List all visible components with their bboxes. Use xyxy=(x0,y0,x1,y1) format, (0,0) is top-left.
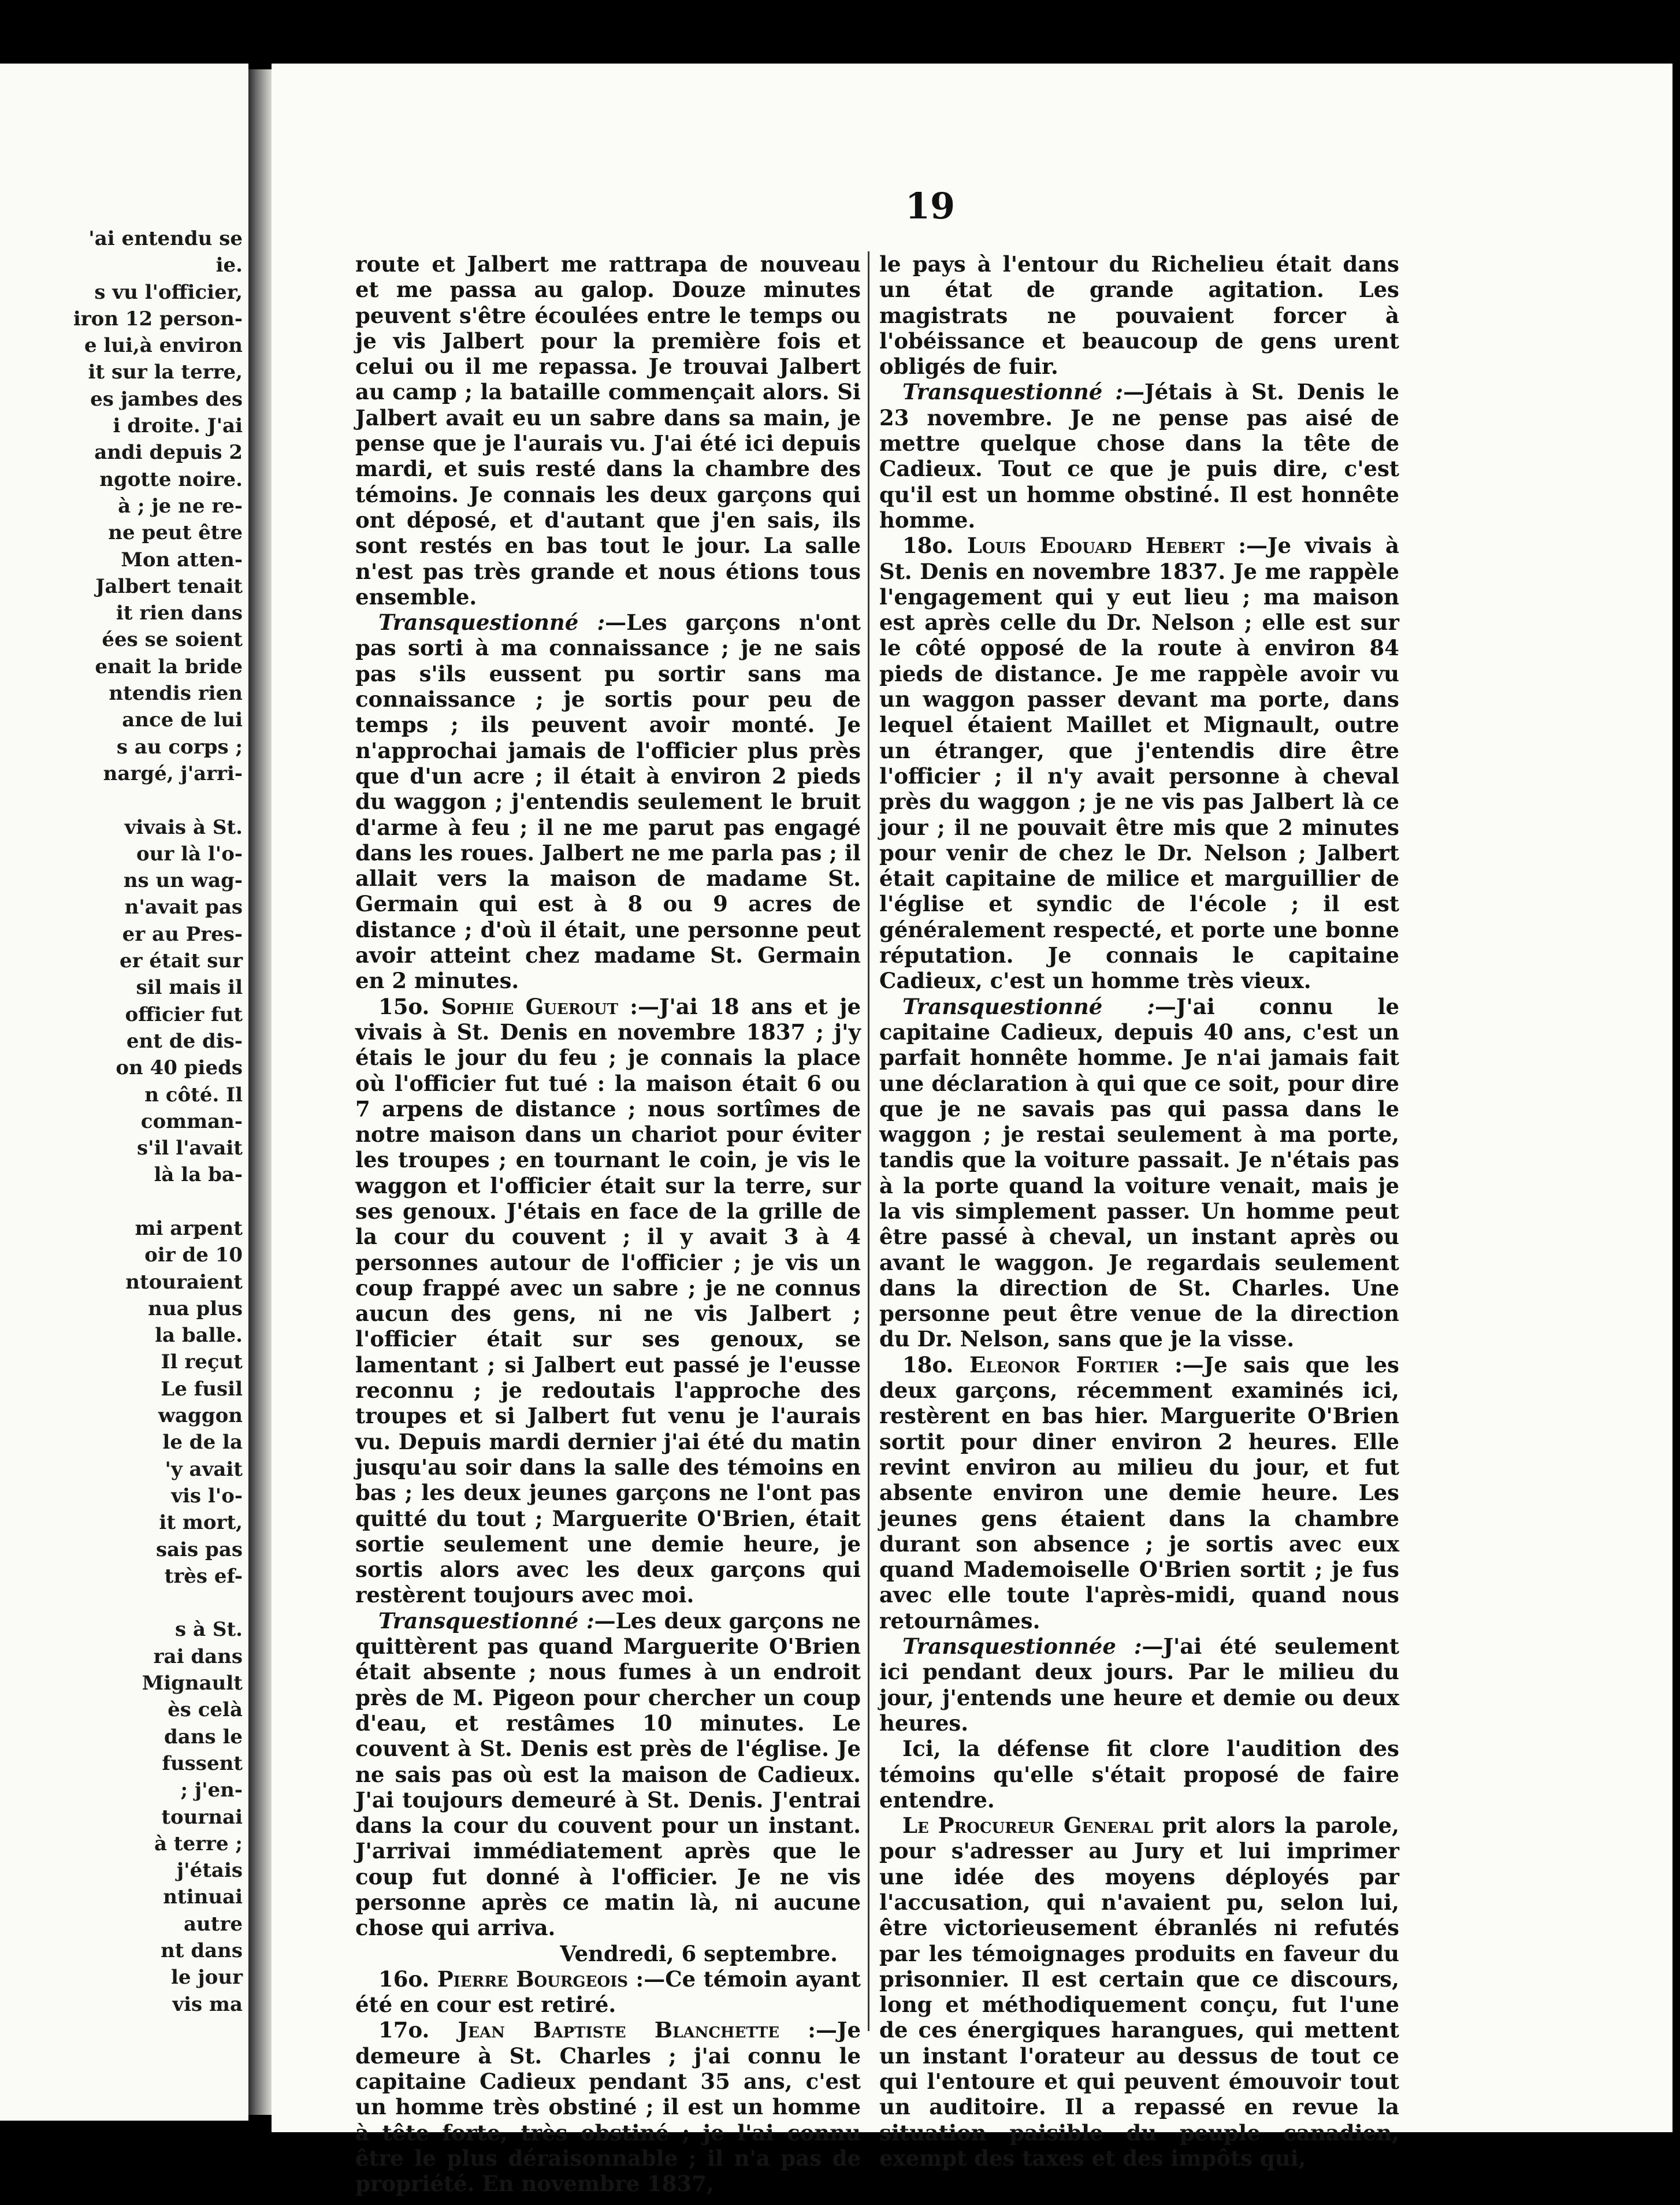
fragment-line: Jalbert tenait xyxy=(95,574,243,598)
fragment-line: sil mais il xyxy=(136,976,243,1000)
fragment-line: ance de lui xyxy=(122,708,243,732)
paragraph: le pays à l'entour du Richelieu était dans un état de grande agitation. Les magistrats ne pouvaient forcer à l'obéissance et beaucoup de gens urent obligés de fuir. xyxy=(879,251,1399,380)
paragraph: route et Jalbert me rattrapa de nouveau et me passa au galop. Douze minutes peuvent s'être écoulées entre le temps ou je vis Jalbert pour la première fois et celui ou il me repassa. Je trouvai Jalbert au camp ; la bataille commençait alors. Si Jalbert avait eu un sabre dans sa main, je pense que je l'aurais vu. J'ai été ici depuis mardi, et suis resté dans la chambre des témoins. Je connais les deux garçons qui ont déposé, et d'autant que j'en sais, ils sont restés en bas tout le jour. La salle n'est pas très grande et nous étions tous ensemble. xyxy=(355,251,861,610)
paragraph-text: :—Je vivais à St. Denis en novembre 1837. Je me rappèle l'engagement qui y eut lieu ; ma maison est après celle du Dr. Nelson ; elle est sur le côté opposé de la route à environ 84 pieds de distance. Je me rappèle avoir vu un waggon passer devant ma porte, dans lequel étaient Maillet et Mignault, outre un étranger, que j'entendis dire être l'officier ; il n'y avait personne à cheval près du waggon ; je ne vis pas Jalbert là ce jour ; il ne pouvait être mis que 2 minutes pour venir de chez le Dr. Nelson ; Jalbert était capitaine de milice et marguillier de l'église et syndic de l'école ; il est généralement respecté, et porte une bonne réputation. Je connais le capitaine Cadieux, c'est un homme très vieux. xyxy=(879,533,1399,994)
fragment-line: ntendis rien xyxy=(109,682,243,706)
fragment-line: Le fusil xyxy=(161,1377,243,1401)
fragment-line xyxy=(0,1189,243,1215)
witness-name: Jean Baptiste Blanchette xyxy=(458,2017,780,2043)
fragment-line: enait la bride xyxy=(95,655,243,678)
fragment-line: à ; je ne re- xyxy=(118,494,243,518)
witness-name: Louis Edouard Hebert xyxy=(967,533,1225,559)
fragment-line: nargé, j'arri- xyxy=(103,762,243,785)
fragment-line: ntouraient xyxy=(125,1270,243,1294)
witness-number: 18o. xyxy=(902,533,954,559)
fragment-line: ngotte noire. xyxy=(99,467,243,491)
fragment-line: Mignault xyxy=(142,1672,243,1695)
fragment-line: comman- xyxy=(140,1109,243,1133)
fragment-line: it mort, xyxy=(159,1511,243,1535)
cross-examination-label: Transquestionnée : xyxy=(902,1634,1142,1660)
fragment-line: n'avait pas xyxy=(124,896,243,919)
text-column-left xyxy=(355,251,861,2197)
paragraph xyxy=(879,994,1399,1352)
fragment-line: tournai xyxy=(161,1805,243,1829)
fragment-line: dans le xyxy=(163,1725,243,1749)
paragraph: Ici, la défense fit clore l'audition des témoins qu'elle s'était proposé de faire entendre. xyxy=(879,1736,1399,1813)
paragraph xyxy=(879,1634,1399,1736)
fragment-line: Il reçut xyxy=(161,1350,243,1374)
fragment-line: e lui,à environ xyxy=(84,334,243,358)
fragment-line: our là l'o- xyxy=(136,842,243,866)
fragment-line: er était sur xyxy=(120,949,243,973)
fragment-line: s au corps ; xyxy=(116,735,243,759)
witness-name: Eleonor Fortier xyxy=(969,1352,1159,1378)
fragment-line: er au Pres- xyxy=(122,922,243,946)
fragment-line: n côté. Il xyxy=(144,1083,243,1107)
fragment-line: s'il l'avait xyxy=(137,1137,243,1160)
fragment-line: sais pas xyxy=(155,1538,243,1561)
paragraph-text: prit alors la parole, pour s'adresser au Jury et lui imprimer une idée des moyens déployés par l'accusation, qui n'avaient pu, selon lui, être victorieusement ébranlés ni refutés par les témoignages produits en faveur du prisonnier. Il est certain que ce discours, long et méthodiquement conçu, fut l'une de ces énergiques harangues, qui mettent un instant l'orateur au dessus de tout ce qui l'entoure et qui peuvent émouvoir tout un auditoire. Il a repassé en revue la situation paisible du peuple canadien, exempt des taxes et des impôts qui, xyxy=(879,1813,1399,2171)
paragraph-text: —J'ai été seulement ici pendant deux jours. Par le milieu du jour, j'entends une heure et demie ou deux heures. xyxy=(879,1634,1399,1736)
fragment-line: iron 12 person- xyxy=(73,307,243,331)
paragraph xyxy=(879,533,1399,993)
fragment-line: ès celà xyxy=(168,1698,243,1722)
paragraph xyxy=(355,1608,861,1941)
fragment-line: s à St. xyxy=(175,1618,243,1642)
fragment-line: nua plus xyxy=(148,1297,243,1320)
fragment-line: oir de 10 xyxy=(144,1243,243,1267)
book-gutter xyxy=(248,69,272,2115)
fragment-line: 'y avait xyxy=(165,1457,243,1481)
cross-examination-label: Transquestionné : xyxy=(378,610,605,636)
fragment-line: it sur la terre, xyxy=(88,361,243,384)
fragment-line: ées se soient xyxy=(102,628,243,652)
witness-name: Sophie Guerout xyxy=(441,993,618,1019)
fragment-line: vis l'o- xyxy=(171,1484,243,1508)
fragment-line: la balle. xyxy=(155,1324,243,1348)
paragraph xyxy=(879,1352,1399,1634)
fragment-line: Mon atten- xyxy=(121,548,243,571)
fragment-line: ntinuai xyxy=(163,1885,243,1909)
fragment-line: andi depuis 2 xyxy=(94,441,243,465)
fragment-line: fussent xyxy=(162,1751,243,1775)
fragment-line: s vu l'officier, xyxy=(94,280,243,304)
fragment-line: ie. xyxy=(215,254,243,277)
fragment-line: on 40 pieds xyxy=(116,1056,243,1080)
paragraph-text: :—J'ai 18 ans et je vivais à St. Denis en novembre 1837 ; j'y étais le jour du feu ; je connais la place où l'officier fut tué : la maison était 6 ou 7 arpens de distance ; nous sortîmes de notre maison dans un chariot pour éviter les troupes ; en tournant le coin, je vis le waggon et l'officier était sur la terre, sur ses genoux. J'étais en face de la grille de la cour du couvent ; il y avait 3 à 4 personnes autour de l'officier ; je vis un coup frappé avec un sabre ; je ne connus aucun des gens, ni ne vis Jalbert ; l'officier était sur ses genoux, se lamentant ; si Jalbert eut passé je l'eusse reconnu ; je redoutais l'approche des troupes et si Jalbert fut venu je l'aurais vu. Depuis mardi dernier j'ai été du matin jusqu'au soir dans la salle des témoins en bas ; les deux jeunes garçons ne l'ont pas quitté du tout ; Marguerite O'Brien, était sortie seulement une demie heure, je sortis alors avec les deux garçons qui restèrent toujours avec moi. xyxy=(355,993,861,1608)
text-column-right xyxy=(879,251,1399,2171)
paragraph-text: :—Je demeure à St. Charles ; j'ai connu le capitaine Cadieux pendant 35 ans, c'est un homme très obstiné ; il est un homme à tête forte, très obstiné ; je l'ai connu être le plus déraisonnable ; il n'a pas de propriété. En novembre 1837, xyxy=(355,2017,861,2197)
fragment-line: j'étais xyxy=(176,1859,243,1883)
paragraph xyxy=(879,1813,1399,2171)
fragment-line: es jambes des xyxy=(90,387,243,411)
fragment-line: i droite. J'ai xyxy=(113,414,243,438)
column-divider xyxy=(868,251,869,2031)
fragment-line: le de la xyxy=(162,1431,243,1454)
witness-name: Pierre Bourgeois xyxy=(437,1966,629,1992)
cross-examination-label: Transquestionné : xyxy=(902,379,1124,405)
fragment-line: ent de dis- xyxy=(126,1029,243,1053)
fragment-line: vis ma xyxy=(172,1992,243,2016)
fragment-line: très ef- xyxy=(164,1564,243,1588)
fragment-line: le jour xyxy=(171,1966,243,1989)
fragment-line: autre xyxy=(184,1912,243,1936)
cross-examination-label: Transquestionné : xyxy=(902,993,1155,1019)
fragment-line: ; j'en- xyxy=(180,1779,243,1802)
fragment-line xyxy=(0,1590,243,1616)
witness-number: 18o. xyxy=(902,1352,954,1378)
fragment-line: mi arpent xyxy=(135,1216,243,1240)
fragment-line: là la ba- xyxy=(154,1163,243,1187)
facing-page-text xyxy=(0,225,243,2018)
cross-examination-label: Transquestionné : xyxy=(378,1608,594,1634)
paragraph-text: —Les deux garçons ne quittèrent pas quand Marguerite O'Brien était absente ; nous fumes à un endroit près de M. Pigeon pour chercher un coup d'eau, et restâmes 10 minutes. Le couvent à St. Denis est près de l'église. Je ne sais pas où est la maison de Cadieux. J'ai toujours demeuré à St. Denis. J'entrai dans la cour du couvent pour un instant. J'arrivai immédiatement après que le coup fut donné à l'officier. Je ne vis personne après ce matin là, ni aucune chose qui arriva. xyxy=(355,1608,861,1941)
fragment-line: it rien dans xyxy=(116,602,243,625)
fragment-line: waggon xyxy=(158,1404,243,1428)
paragraph-text: :—Je sais que les deux garçons, récemment examinés ici, restèrent en bas hier. Marguerite O'Brien sortit pour diner environ 2 heures. Elle revint environ au milieu du jour, et fut absente environ une demie heure. Les jeunes gens étaient dans la chambre durant son absence ; je sortis avec eux quand Mademoiselle O'Brien sortit ; je fus avec elle toute l'après-midi, quand nous retournâmes. xyxy=(879,1352,1399,1634)
paragraph xyxy=(879,379,1399,533)
fragment-line: 'ai entendu se xyxy=(88,227,243,250)
fragment-line: à terre ; xyxy=(154,1832,243,1855)
page-number: 19 xyxy=(905,185,956,227)
paragraph xyxy=(355,610,861,993)
paragraph-text: —J'ai connu le capitaine Cadieux, depuis 40 ans, c'est un parfait honnête homme. Je n'ai jamais fait une déclaration à qui que ce soit, pour dire que je ne savais pas qui passa dans le waggon ; je restai seulement à ma porte, tandis que la voiture passait. Je n'étais pas à la porte quand la voiture venait, mais je la vis simplement passer. Un homme peut être passé à cheval, un instant après ou avant le waggon. Je regardais seulement dans la direction de St. Charles. Une personne peut être venue de la direction du Dr. Nelson, sans que je la visse. xyxy=(879,993,1400,1352)
fragment-line: ne peut être xyxy=(108,521,243,545)
date-line: Vendredi, 6 septembre. xyxy=(560,1940,838,1966)
witness-number: 15o. xyxy=(378,993,430,1019)
fragment-line: vivais à St. xyxy=(124,815,243,839)
document-page xyxy=(272,64,1672,2197)
paragraph xyxy=(355,2017,861,2196)
fragment-line: rai dans xyxy=(153,1645,243,1668)
paragraph-text: —Jétais à St. Denis le 23 novembre. Je ne pense pas aisé de mettre quelque chose dans la tête de Cadieux. Tout ce que je puis dire, c'est qu'il est un homme obstiné. Il est honnête homme. xyxy=(879,379,1400,533)
fragment-line: nt dans xyxy=(161,1939,243,1962)
witness-number: 16o. xyxy=(378,1966,430,1992)
witness-number: 17o. xyxy=(378,2017,430,2043)
fragment-line xyxy=(0,787,243,814)
paragraph xyxy=(355,1966,861,2018)
paragraph-text: :—Ce témoin ayant été en cour est retiré. xyxy=(355,1966,861,2018)
paragraph-text: —Les garçons n'ont pas sorti à ma connaissance ; je ne sais pas s'ils eussent pu sortir sans ma connaissance ; je sortis pour peu de temps ; ils peuvent avoir monté. Je n'approchai jamais de l'officier plus près que d'un acre ; il était à environ 2 pieds du waggon ; j'entendis seulement le bruit d'arme à feu ; il ne me parut pas engagé dans les roues. Jalbert ne me parla pas ; il allait vers la maison de madame St. Germain qui est à 8 ou 9 acres de distance ; d'où il était, une personne peut avoir atteint chez madame St. Germain en 2 minutes. xyxy=(355,610,861,994)
fragment-line: officier fut xyxy=(125,1003,243,1026)
facing-page-fragment xyxy=(0,64,248,2121)
speaker-name: Le Procureur General xyxy=(902,1813,1153,1839)
fragment-line: ns un wag- xyxy=(123,869,243,893)
paragraph xyxy=(355,994,861,1608)
